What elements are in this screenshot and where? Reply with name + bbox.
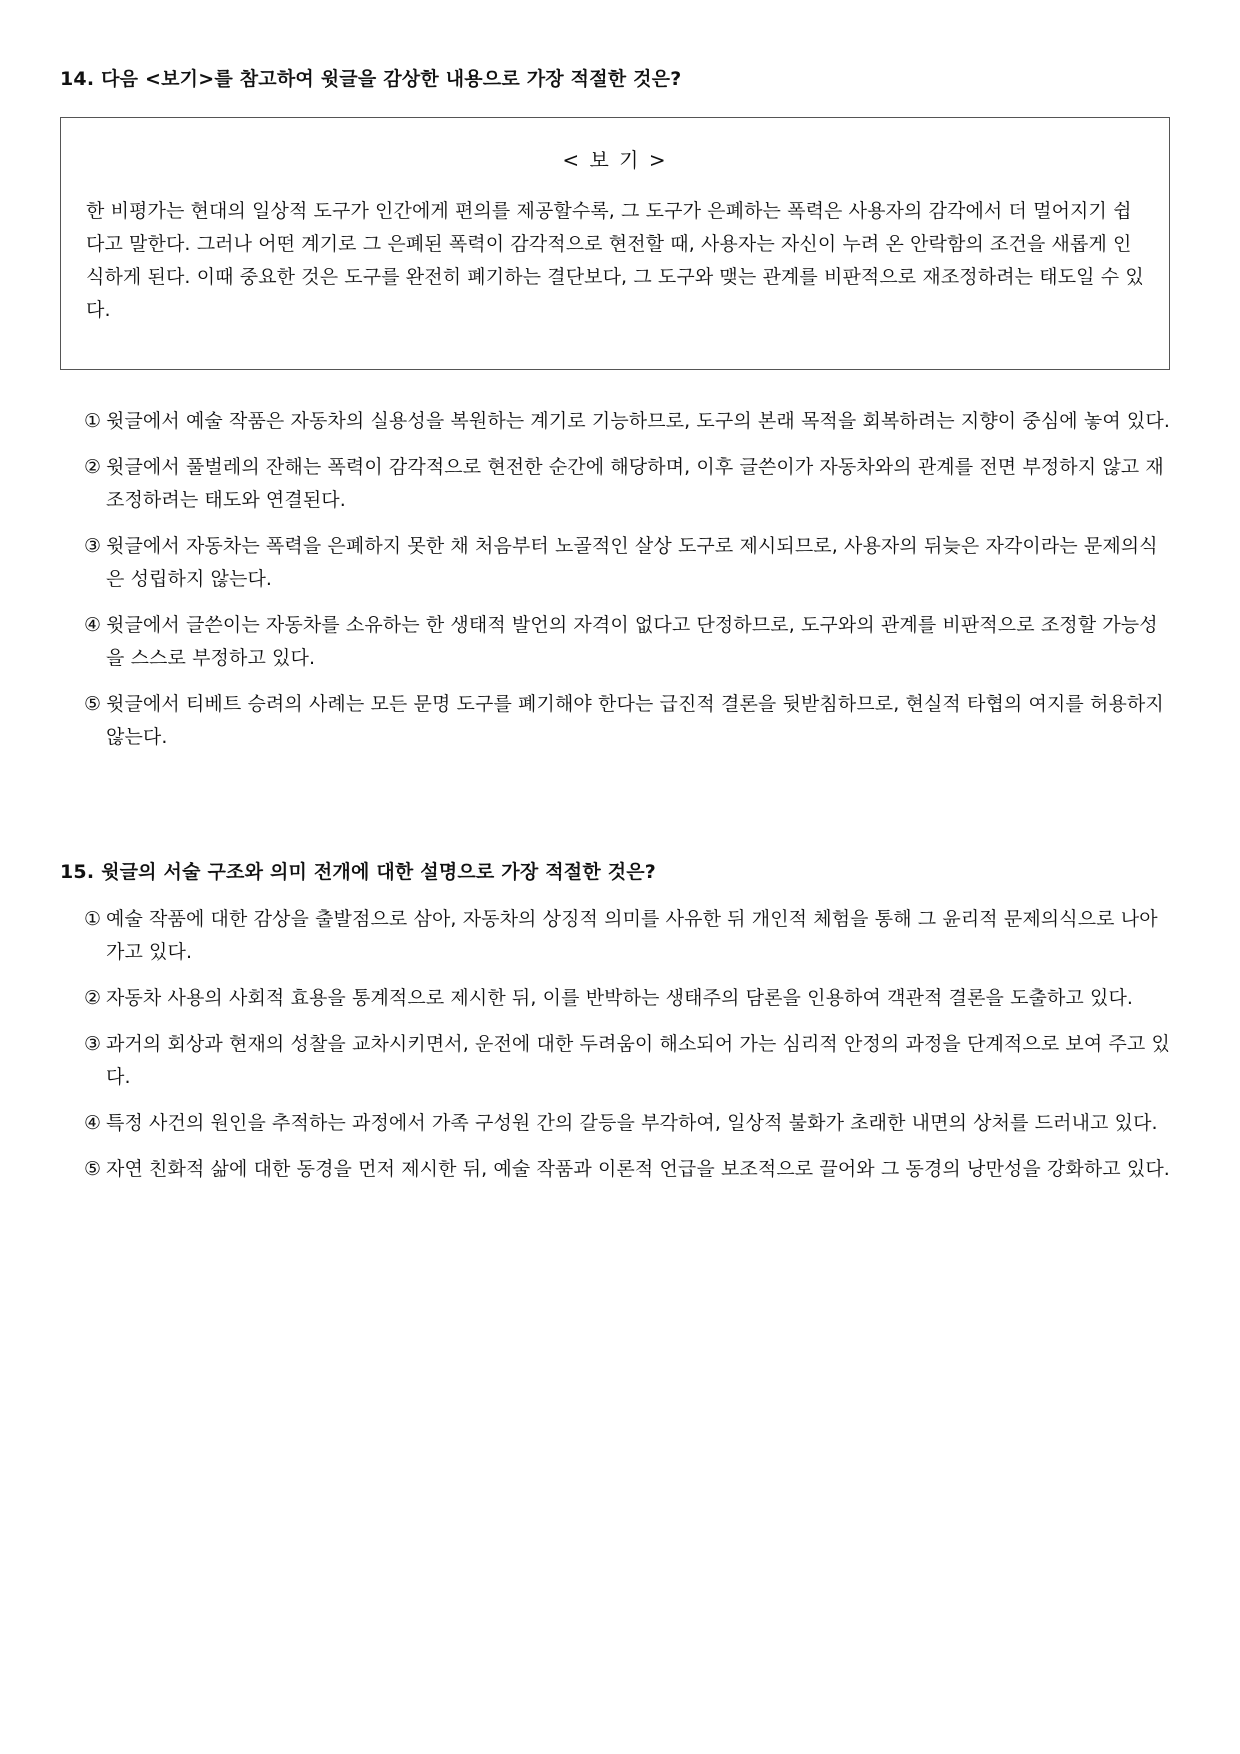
question-14-title: 14. 다음 <보기>를 참고하여 윗글을 감상한 내용으로 가장 적절한 것은? bbox=[60, 68, 682, 90]
bogi-heading: < 보 기 > bbox=[562, 148, 668, 172]
choice-number: ① bbox=[84, 908, 102, 930]
choice-4[interactable] bbox=[84, 1107, 1174, 1140]
choice-text: 특정 사건의 원인을 추적하는 과정에서 가족 구성원 간의 갈등을 부각하여, 일상적 불화가 초래한 내면의 상처를 드러내고 있다. bbox=[106, 1112, 1158, 1134]
choice-number: ④ bbox=[84, 1112, 102, 1134]
bogi-box bbox=[60, 117, 1170, 370]
choice-3[interactable] bbox=[84, 1028, 1174, 1094]
question-15-title: 15. 윗글의 서술 구조와 의미 전개에 대한 설명으로 가장 적절한 것은? bbox=[60, 861, 657, 883]
choice-text: 예술 작품에 대한 감상을 출발점으로 삼아, 자동차의 상징적 의미를 사유한 뒤 개인적 체험을 통해 그 윤리적 문제의식으로 나아가고 있다. bbox=[106, 908, 1158, 963]
question-14-choices bbox=[84, 405, 1174, 767]
choice-text: 자동차 사용의 사회적 효용을 통계적으로 제시한 뒤, 이를 반박하는 생태주의 담론을 인용하여 객관적 결론을 도출하고 있다. bbox=[106, 987, 1134, 1009]
choice-5[interactable] bbox=[84, 688, 1174, 754]
choice-text: 윗글에서 풀벌레의 잔해는 폭력이 감각적으로 현전한 순간에 해당하며, 이후 글쓴이가 자동차와의 관계를 전면 부정하지 않고 재조정하려는 태도와 연결된다. bbox=[106, 456, 1164, 511]
choice-2[interactable] bbox=[84, 451, 1174, 517]
bogi-text: 한 비평가는 현대의 일상적 도구가 인간에게 편의를 제공할수록, 그 도구가 은폐하는 폭력은 사용자의 감각에서 더 멀어지기 쉽다고 말한다. 그러나 어떤 계기로 그 은폐된 폭력이 감각적으로 현전할 때, 사용자는 자신이 누려 온 안락함의 조건을 새롭게 인식하게 된다. 이때 중요한 것은 도구를 완전히 폐기하는 결단보다, 그 도구와 맺는 관계를 비판적으로 재조정하려는 태도일 수 있다. bbox=[86, 200, 1144, 321]
choice-2[interactable] bbox=[84, 982, 1174, 1015]
choice-number: ③ bbox=[84, 535, 102, 557]
choice-number: ④ bbox=[84, 614, 102, 636]
choice-number: ③ bbox=[84, 1033, 102, 1055]
choice-3[interactable] bbox=[84, 530, 1174, 596]
choice-text: 과거의 회상과 현재의 성찰을 교차시키면서, 운전에 대한 두려움이 해소되어 가는 심리적 안정의 과정을 단계적으로 보여 주고 있다. bbox=[106, 1033, 1170, 1088]
choice-4[interactable] bbox=[84, 609, 1174, 675]
choice-text: 윗글에서 글쓴이는 자동차를 소유하는 한 생태적 발언의 자격이 없다고 단정하므로, 도구와의 관계를 비판적으로 조정할 가능성을 스스로 부정하고 있다. bbox=[106, 614, 1158, 669]
choice-1[interactable] bbox=[84, 405, 1174, 438]
choice-number: ① bbox=[84, 410, 102, 432]
choice-text: 자연 친화적 삶에 대한 동경을 먼저 제시한 뒤, 예술 작품과 이론적 언급을 보조적으로 끌어와 그 동경의 낭만성을 강화하고 있다. bbox=[106, 1158, 1170, 1180]
choice-text: 윗글에서 티베트 승려의 사례는 모든 문명 도구를 폐기해야 한다는 급진적 결론을 뒷받침하므로, 현실적 타협의 여지를 허용하지 않는다. bbox=[106, 693, 1164, 748]
choice-5[interactable] bbox=[84, 1153, 1174, 1186]
choice-number: ② bbox=[84, 987, 102, 1009]
choice-1[interactable] bbox=[84, 903, 1174, 969]
question-15-choices bbox=[84, 903, 1174, 1199]
choice-number: ② bbox=[84, 456, 102, 478]
choice-number: ⑤ bbox=[84, 1158, 102, 1180]
choice-number: ⑤ bbox=[84, 693, 102, 715]
choice-text: 윗글에서 자동차는 폭력을 은폐하지 못한 채 처음부터 노골적인 살상 도구로 제시되므로, 사용자의 뒤늦은 자각이라는 문제의식은 성립하지 않는다. bbox=[106, 535, 1158, 590]
choice-text: 윗글에서 예술 작품은 자동차의 실용성을 복원하는 계기로 기능하므로, 도구의 본래 목적을 회복하려는 지향이 중심에 놓여 있다. bbox=[106, 410, 1170, 432]
